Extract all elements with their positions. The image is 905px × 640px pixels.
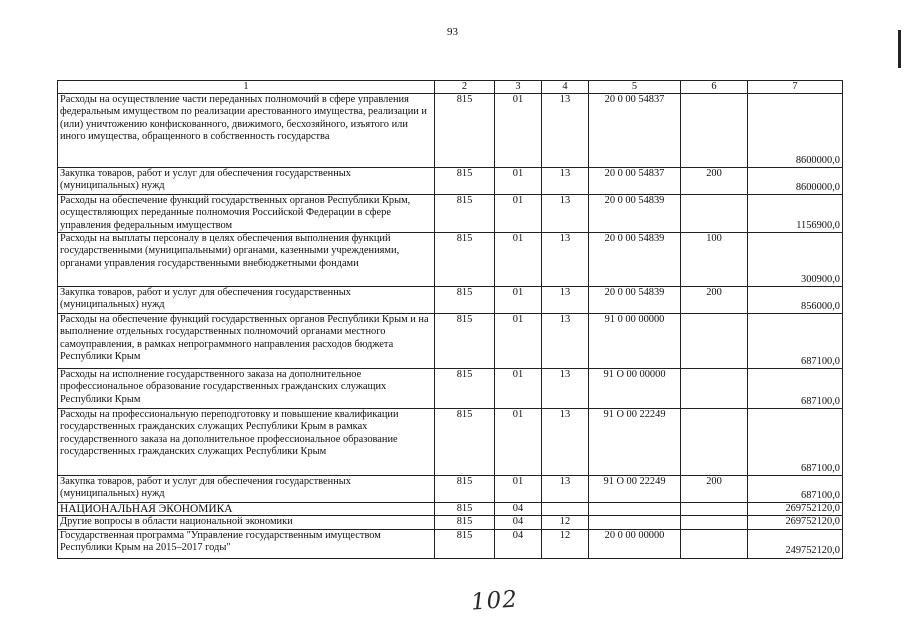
header-cell: 7 (748, 81, 843, 94)
table-row (58, 476, 843, 503)
table-row (58, 195, 843, 233)
row-section-code: 01 (495, 94, 542, 168)
row-grbs-code: 815 (435, 195, 495, 233)
row-section-code: 01 (495, 233, 542, 287)
row-grbs-code: 815 (435, 516, 495, 529)
row-target-article: 20 0 00 54839 (589, 195, 681, 233)
row-grbs-code: 815 (435, 168, 495, 195)
handwritten-page-number: 102 (470, 586, 519, 616)
row-description: Закупка товаров, работ и услуг для обеспечения государственных (муниципальных) нужд (58, 476, 435, 503)
row-target-article: 20 0 00 54837 (589, 94, 681, 168)
row-section-code: 04 (495, 503, 542, 516)
row-amount: 249752120,0 (748, 529, 843, 558)
row-amount: 269752120,0 (748, 516, 843, 529)
row-amount: 687100,0 (748, 476, 843, 503)
row-grbs-code: 815 (435, 369, 495, 409)
row-target-article (589, 516, 681, 529)
row-grbs-code: 815 (435, 94, 495, 168)
header-cell: 1 (58, 81, 435, 94)
row-section-code: 01 (495, 476, 542, 503)
row-section-code: 01 (495, 314, 542, 369)
row-subsection-code: 13 (542, 476, 589, 503)
row-description: Расходы на выплаты персоналу в целях обеспечения выполнения функций государственными (муниципальными) органами, казенными учреждениями, органами управления государственными внебюджетными фондами (58, 233, 435, 287)
row-target-article: 20 0 00 54839 (589, 233, 681, 287)
row-description: НАЦИОНАЛЬНАЯ ЭКОНОМИКА (58, 503, 435, 516)
table-row (58, 233, 843, 287)
row-grbs-code: 815 (435, 409, 495, 476)
row-amount: 8600000,0 (748, 168, 843, 195)
table-row (58, 168, 843, 195)
row-description: Закупка товаров, работ и услуг для обеспечения государственных (муниципальных) нужд (58, 287, 435, 314)
budget-table (57, 80, 843, 559)
row-subsection-code: 13 (542, 94, 589, 168)
row-target-article: 20 0 00 54837 (589, 168, 681, 195)
scan-edge-mark (898, 30, 901, 68)
row-target-article: 91 0 00 00000 (589, 314, 681, 369)
row-section-code: 01 (495, 195, 542, 233)
row-expense-type (681, 314, 748, 369)
row-amount: 687100,0 (748, 409, 843, 476)
page-number: 93 (447, 26, 458, 38)
table-row (58, 503, 843, 516)
row-grbs-code: 815 (435, 233, 495, 287)
row-subsection-code: 13 (542, 409, 589, 476)
row-expense-type (681, 195, 748, 233)
row-subsection-code (542, 503, 589, 516)
row-section-code: 01 (495, 168, 542, 195)
row-description: Расходы на профессиональную переподготовку и повышение квалификации государственных гражданских служащих Республики Крым в рамках государственного заказа на дополнительное профессиональное образование государственных гражданских служащих Республики Крым (58, 409, 435, 476)
row-description: Государственная программа "Управление государственным имуществом Республики Крым на 2015–2017 годы" (58, 529, 435, 558)
row-target-article (589, 503, 681, 516)
row-expense-type (681, 94, 748, 168)
row-amount: 1156900,0 (748, 195, 843, 233)
row-section-code: 01 (495, 369, 542, 409)
row-subsection-code: 13 (542, 195, 589, 233)
header-cell: 3 (495, 81, 542, 94)
row-grbs-code: 815 (435, 314, 495, 369)
row-target-article: 91 О 00 22249 (589, 409, 681, 476)
row-section-code: 01 (495, 287, 542, 314)
row-description: Расходы на осуществление части переданных полномочий в сфере управления федеральным имуществом по реализации арестованного имущества, реализации и (или) уничтожению конфискованного, движимого, бесхозяйного, изъятого или иного имущества, обращенного в собственность государства (58, 94, 435, 168)
row-expense-type (681, 529, 748, 558)
row-grbs-code: 815 (435, 503, 495, 516)
row-description: Закупка товаров, работ и услуг для обеспечения государственных (муниципальных) нужд (58, 168, 435, 195)
table-row (58, 369, 843, 409)
row-target-article: 20 0 00 00000 (589, 529, 681, 558)
row-expense-type: 200 (681, 287, 748, 314)
table-header-row (58, 81, 843, 94)
row-expense-type: 200 (681, 168, 748, 195)
row-description: Расходы на обеспечение функций государственных органов Республики Крым, осуществляющих переданные полномочия Российской Федерации в сфере управления федеральным имуществом (58, 195, 435, 233)
row-expense-type: 200 (681, 476, 748, 503)
row-expense-type (681, 503, 748, 516)
header-cell: 4 (542, 81, 589, 94)
row-description: Другие вопросы в области национальной экономики (58, 516, 435, 529)
header-cell: 6 (681, 81, 748, 94)
row-amount: 856000,0 (748, 287, 843, 314)
table-row (58, 529, 843, 558)
row-expense-type (681, 409, 748, 476)
row-section-code: 04 (495, 516, 542, 529)
row-grbs-code: 815 (435, 476, 495, 503)
table-row (58, 94, 843, 168)
header-cell: 5 (589, 81, 681, 94)
row-subsection-code: 12 (542, 516, 589, 529)
row-amount: 687100,0 (748, 314, 843, 369)
row-amount: 687100,0 (748, 369, 843, 409)
row-expense-type (681, 369, 748, 409)
row-target-article: 20 0 00 54839 (589, 287, 681, 314)
row-expense-type (681, 516, 748, 529)
row-description: Расходы на обеспечение функций государственных органов Республики Крым и на выполнение отдельных государственных полномочий органами местного самоуправления, в рамках непрограммного направления расходов бюджета Республики Крым (58, 314, 435, 369)
row-target-article: 91 О 00 00000 (589, 369, 681, 409)
row-subsection-code: 13 (542, 168, 589, 195)
row-subsection-code: 13 (542, 233, 589, 287)
table-row (58, 314, 843, 369)
row-subsection-code: 13 (542, 369, 589, 409)
header-cell: 2 (435, 81, 495, 94)
row-subsection-code: 12 (542, 529, 589, 558)
row-amount: 269752120,0 (748, 503, 843, 516)
row-section-code: 01 (495, 409, 542, 476)
row-amount: 300900,0 (748, 233, 843, 287)
table-row (58, 516, 843, 529)
row-subsection-code: 13 (542, 287, 589, 314)
table-row (58, 287, 843, 314)
row-target-article: 91 О 00 22249 (589, 476, 681, 503)
table-row (58, 409, 843, 476)
row-section-code: 04 (495, 529, 542, 558)
row-subsection-code: 13 (542, 314, 589, 369)
row-grbs-code: 815 (435, 287, 495, 314)
row-amount: 8600000,0 (748, 94, 843, 168)
row-grbs-code: 815 (435, 529, 495, 558)
row-description: Расходы на исполнение государственного заказа на дополнительное профессиональное образование государственных гражданских служащих Республики Крым (58, 369, 435, 409)
row-expense-type: 100 (681, 233, 748, 287)
